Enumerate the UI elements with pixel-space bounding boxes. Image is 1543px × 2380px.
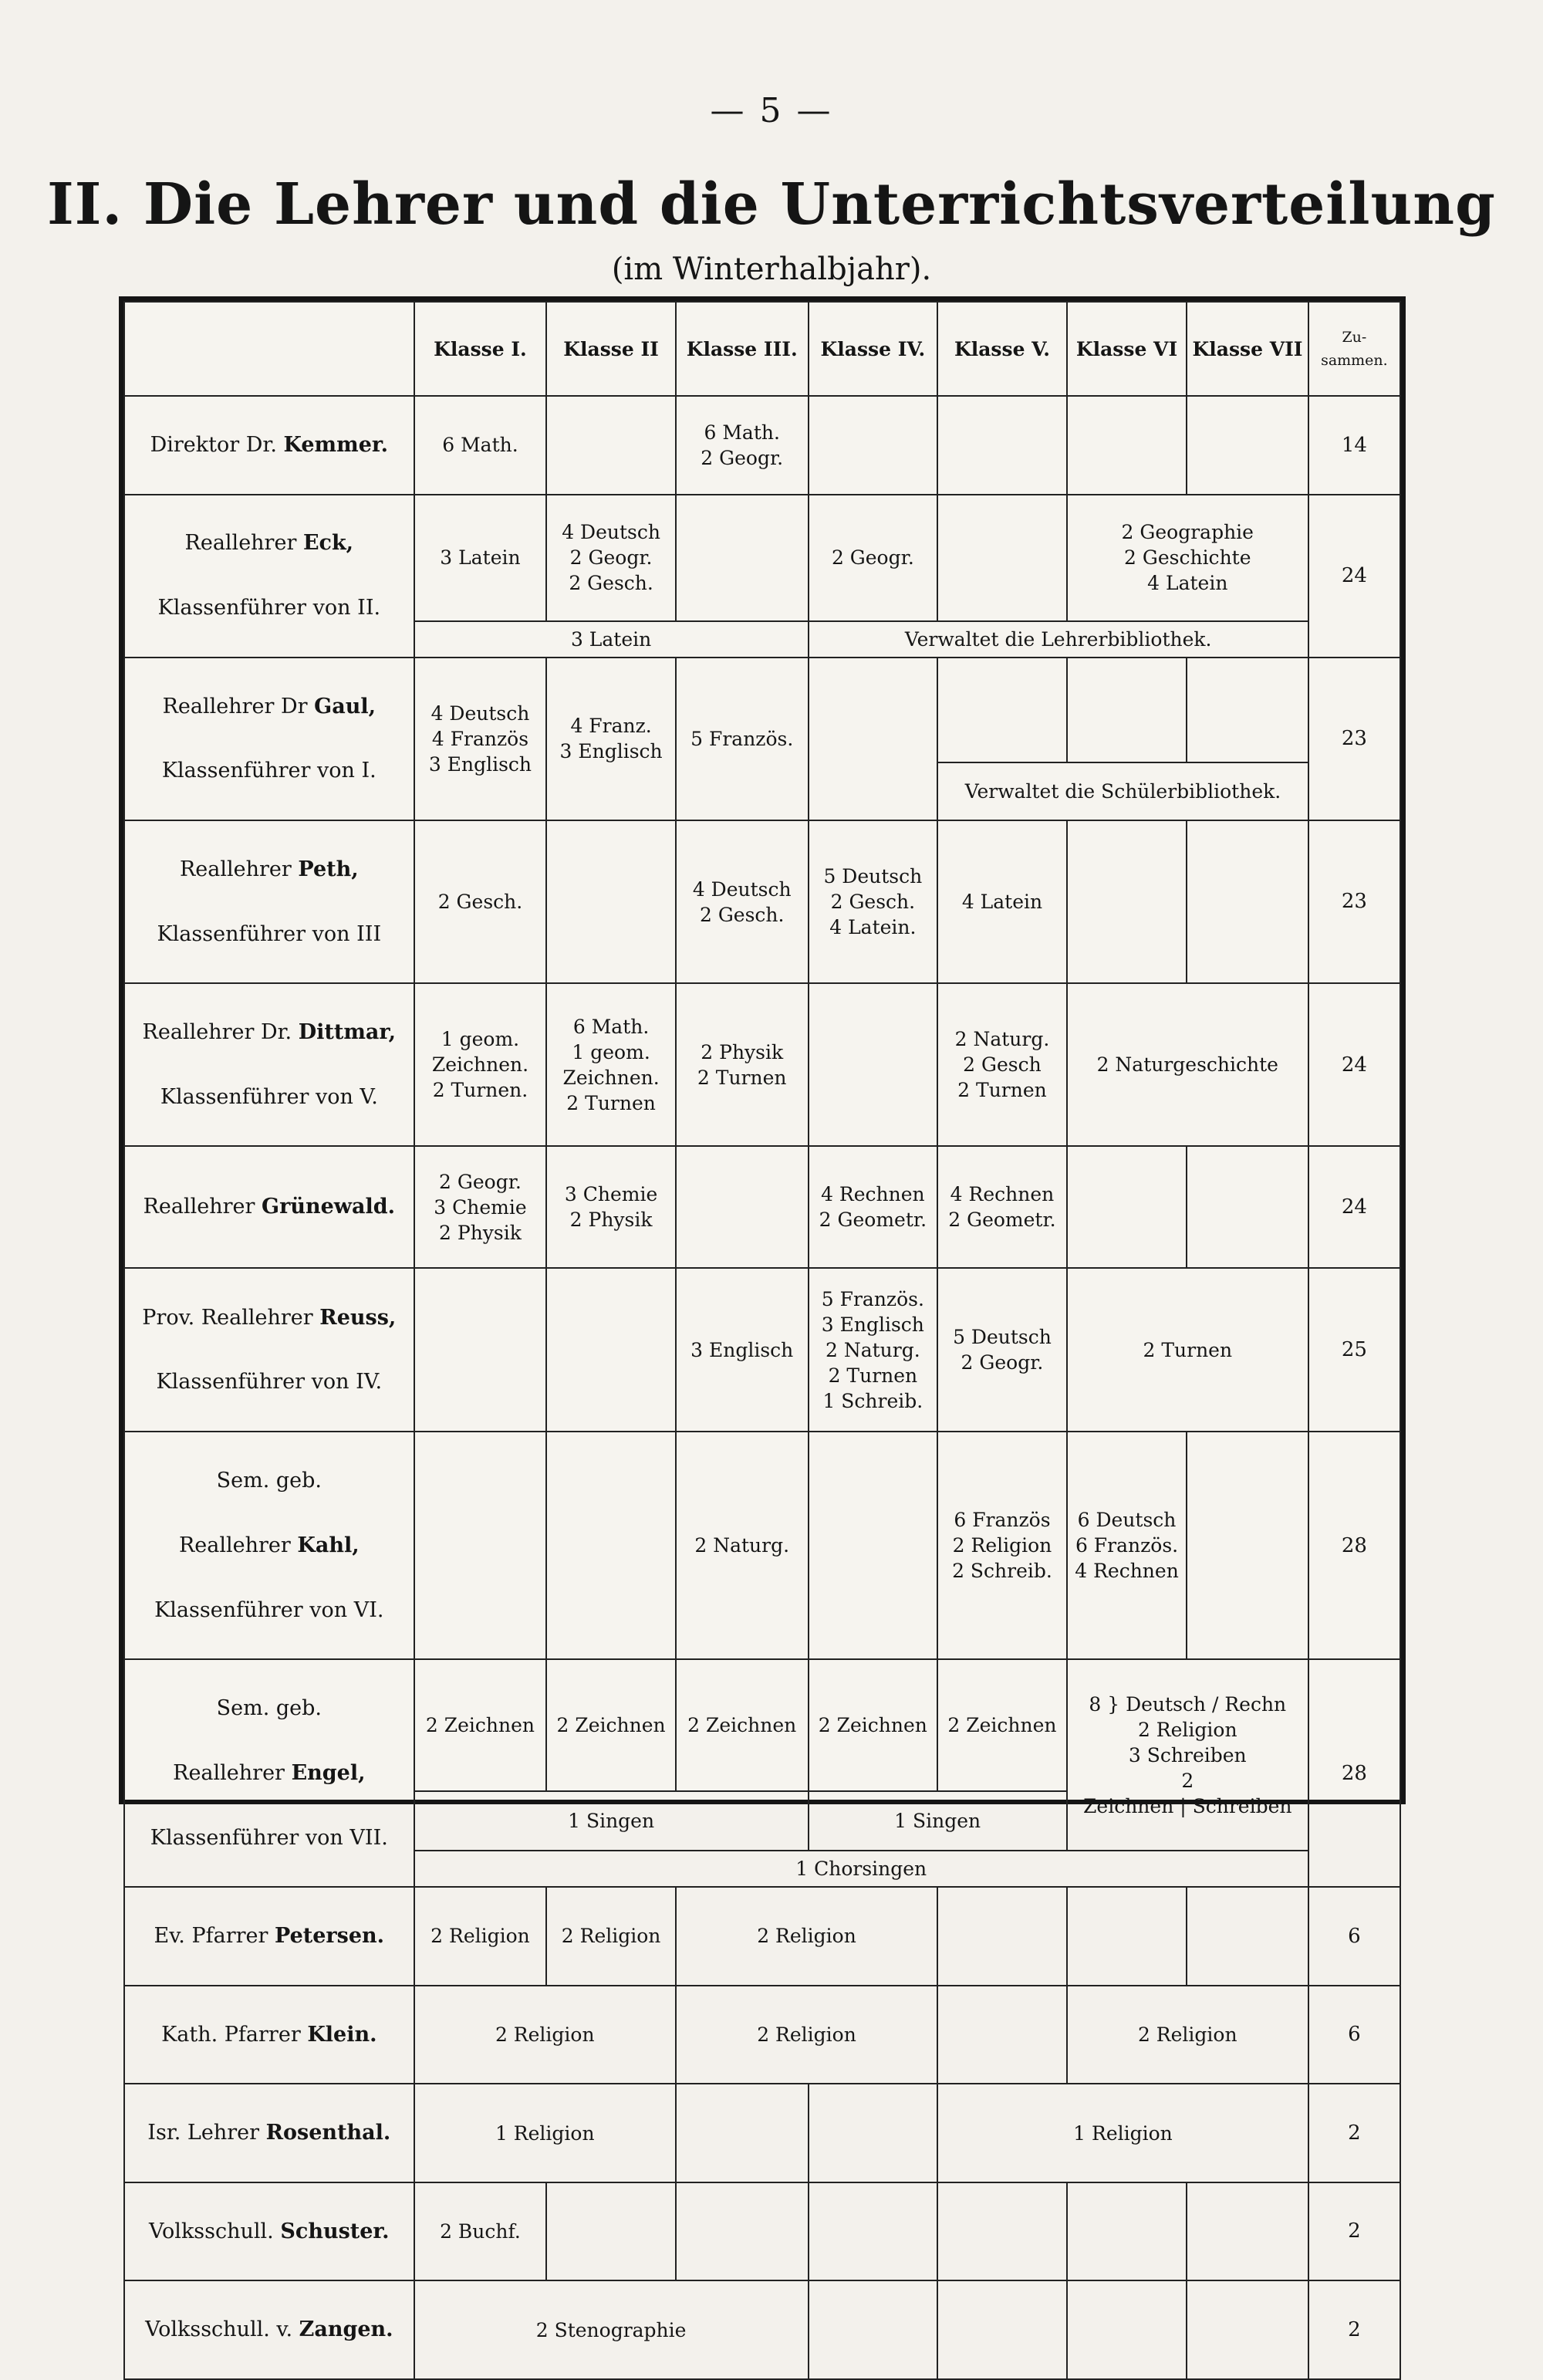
cell-klasse-7 [1187, 1146, 1308, 1268]
cell-klasse-1: 2 Religion [414, 1887, 547, 1986]
cell-klasse-1: 2 Buchf. [414, 2182, 547, 2281]
cell-klasse-2: 3 Chemie 2 Physik [546, 1146, 676, 1268]
page-number: — 5 — [710, 91, 833, 130]
cell-klasse-6-7: 2 Religion [1067, 1986, 1308, 2084]
cell-klasse-4: 2 Geogr. [809, 495, 938, 622]
table-row [124, 1986, 1400, 2084]
cell-klasse-2: 2 Zeichnen [546, 1659, 676, 1791]
cell-klasse-6 [1067, 2182, 1187, 2281]
cell-total: 2 [1308, 2182, 1400, 2281]
cell-klasse-6-7: 2 Naturgeschichte [1067, 983, 1308, 1146]
cell-note-latein: 3 Latein [414, 621, 809, 657]
cell-klasse-6: 6 Deutsch 6 Französ. 4 Rechnen [1067, 1432, 1187, 1659]
teacher-class-lead: Klassenführer von VI. [154, 1597, 384, 1622]
header-klasse-3: Klasse III. [676, 302, 809, 396]
teacher-name: Grünewald. [262, 1195, 396, 1219]
cell-singen-klasse-4-5: 1 Singen [809, 1791, 1067, 1851]
teacher-cell [124, 1659, 414, 1887]
cell-note-library: Verwaltet die Lehrerbibliothek. [809, 621, 1308, 657]
table-row [124, 495, 1400, 622]
teacher-rank: Volksschull. v. [145, 2317, 293, 2342]
teacher-qualification: Sem. geb. [216, 1469, 322, 1493]
cell-klasse-7 [1187, 2280, 1308, 2379]
cell-klasse-1 [414, 1268, 547, 1432]
cell-total: 6 [1308, 1986, 1400, 2084]
teacher-cell [124, 2182, 414, 2281]
teacher-cell [124, 2084, 414, 2182]
teacher-cell [124, 1986, 414, 2084]
cell-klasse-6 [1067, 2280, 1187, 2379]
cell-note-library: Verwaltet die Schülerbibliothek. [937, 762, 1308, 820]
cell-klasse-3 [676, 495, 809, 622]
teacher-cell [124, 396, 414, 495]
cell-klasse-2 [546, 820, 676, 983]
teacher-class-lead: Klassenführer von III [157, 921, 382, 946]
teacher-cell [124, 1268, 414, 1432]
cell-klasse-1-3: 2 Stenographie [414, 2280, 809, 2379]
teacher-class-lead: Klassenführer von I. [161, 759, 376, 783]
cell-klasse-5 [937, 1986, 1067, 2084]
teacher-name: Eck, [302, 531, 354, 556]
cell-klasse-6 [1067, 1146, 1187, 1268]
table-row [124, 820, 1400, 983]
cell-total: 28 [1308, 1432, 1400, 1659]
header-klasse-5: Klasse V. [937, 302, 1067, 396]
teacher-class-lead: Klassenführer von V. [160, 1084, 378, 1109]
cell-klasse-3: 2 Zeichnen [676, 1659, 809, 1791]
header-blank [124, 302, 414, 396]
cell-klasse-2 [546, 2182, 676, 2281]
cell-klasse-5: 4 Rechnen 2 Geometr. [937, 1146, 1067, 1268]
cell-klasse-3 [676, 2182, 809, 2281]
teacher-name: Petersen. [275, 1924, 385, 1949]
cell-klasse-2: 4 Deutsch 2 Geogr. 2 Gesch. [546, 495, 676, 622]
cell-total: 28 [1308, 1659, 1400, 1887]
cell-klasse-5: 2 Zeichnen [937, 1659, 1067, 1791]
cell-klasse-5: 4 Latein [937, 820, 1067, 983]
cell-klasse-6-7: 2 Turnen [1067, 1268, 1308, 1432]
teacher-rank: Reallehrer [178, 1533, 291, 1557]
cell-klasse-5: 6 Französ 2 Religion 2 Schreib. [937, 1432, 1067, 1659]
cell-klasse-3: 4 Deutsch 2 Gesch. [676, 820, 809, 983]
cell-klasse-1-2: 2 Religion [414, 1986, 676, 2084]
teacher-cell [124, 2280, 414, 2379]
table-row [124, 2084, 1400, 2182]
teacher-cell [124, 1432, 414, 1659]
cell-klasse-1: 3 Latein [414, 495, 547, 622]
teacher-name: Kemmer. [283, 432, 389, 457]
cell-klasse-5 [937, 2182, 1067, 2281]
cell-klasse-3: 3 Englisch [676, 1268, 809, 1432]
header-row [124, 302, 1400, 396]
cell-singen-klasse-1-3: 1 Singen [414, 1791, 809, 1851]
cell-total: 24 [1308, 983, 1400, 1146]
cell-klasse-5 [937, 658, 1067, 763]
cell-klasse-3-4: 2 Religion [676, 1887, 937, 1986]
cell-klasse-6 [1067, 1887, 1187, 1986]
table-row [124, 2182, 1400, 2281]
teacher-rank: Reallehrer [143, 1195, 255, 1219]
teacher-cell [124, 1887, 414, 1986]
cell-klasse-3: 6 Math. 2 Geogr. [676, 396, 809, 495]
cell-klasse-5: 5 Deutsch 2 Geogr. [937, 1268, 1067, 1432]
cell-klasse-3: 5 Französ. [676, 658, 809, 820]
cell-klasse-1: 2 Geogr. 3 Chemie 2 Physik [414, 1146, 547, 1268]
table-row [124, 396, 1400, 495]
teacher-name: Schuster. [280, 2219, 390, 2243]
cell-klasse-4 [809, 658, 938, 820]
cell-klasse-6-7: 8 } Deutsch / Rechn 2 Religion 3 Schreiben 2 Zeichnen | Schreiben [1067, 1659, 1308, 1851]
teacher-rank: Reallehrer [184, 531, 297, 556]
cell-klasse-5 [937, 396, 1067, 495]
cell-klasse-7 [1187, 396, 1308, 495]
cell-klasse-4: 2 Zeichnen [809, 1659, 938, 1791]
cell-klasse-1: 2 Zeichnen [414, 1659, 547, 1791]
table-row [124, 1268, 1400, 1432]
teacher-rank: Ev. Pfarrer [154, 1924, 268, 1949]
cell-total: 23 [1308, 820, 1400, 983]
cell-klasse-5 [937, 1887, 1067, 1986]
cell-total: 24 [1308, 1146, 1400, 1268]
cell-klasse-4 [809, 396, 938, 495]
teacher-name: Rosenthal. [265, 2121, 391, 2145]
teacher-name: Kahl, [297, 1533, 360, 1557]
header-klasse-6: Klasse VI [1067, 302, 1187, 396]
cell-klasse-6-7: 2 Geographie 2 Geschichte 4 Latein [1067, 495, 1308, 622]
teacher-rank: Reallehrer Dr [162, 694, 308, 718]
cell-klasse-2 [546, 396, 676, 495]
teacher-rank: Direktor Dr. [150, 432, 277, 457]
teacher-rank: Reallehrer [173, 1760, 285, 1785]
table-row [124, 2280, 1400, 2379]
cell-klasse-5 [937, 495, 1067, 622]
cell-klasse-2: 6 Math. 1 geom. Zeichnen. 2 Turnen [546, 983, 676, 1146]
cell-total: 2 [1308, 2280, 1400, 2379]
teacher-qualification: Sem. geb. [216, 1696, 322, 1721]
cell-klasse-4 [809, 983, 938, 1146]
teacher-class-lead: Klassenführer von II. [157, 596, 381, 620]
header-klasse-2: Klasse II [546, 302, 676, 396]
cell-klasse-5-7: 1 Religion [937, 2084, 1308, 2182]
teacher-name: Gaul, [314, 694, 376, 718]
teacher-cell [124, 658, 414, 820]
cell-klasse-4: 5 Deutsch 2 Gesch. 4 Latein. [809, 820, 938, 983]
cell-klasse-3-4: 2 Religion [676, 1986, 937, 2084]
teacher-class-lead: Klassenführer von VII. [150, 1825, 388, 1850]
cell-klasse-7 [1187, 1887, 1308, 1986]
cell-total: 24 [1308, 495, 1400, 658]
cell-klasse-7 [1187, 2182, 1308, 2281]
teacher-name: Zangen. [299, 2317, 393, 2342]
cell-klasse-4 [809, 2084, 938, 2182]
teacher-rank: Reallehrer Dr. [142, 1020, 292, 1045]
cell-klasse-6 [1067, 658, 1187, 763]
cell-total: 2 [1308, 2084, 1400, 2182]
cell-total: 6 [1308, 1887, 1400, 1986]
table-row [124, 658, 1400, 763]
cell-klasse-7 [1187, 658, 1308, 763]
cell-klasse-5: 2 Naturg. 2 Gesch 2 Turnen [937, 983, 1067, 1146]
cell-klasse-2 [546, 1432, 676, 1659]
cell-klasse-1 [414, 1432, 547, 1659]
teacher-rank: Volksschull. [149, 2219, 274, 2243]
header-klasse-7: Klasse VII [1187, 302, 1308, 396]
cell-klasse-6 [1067, 820, 1187, 983]
cell-klasse-3 [676, 1146, 809, 1268]
cell-klasse-1: 2 Gesch. [414, 820, 547, 983]
table-row [124, 1432, 1400, 1659]
table-row [124, 1659, 1400, 1791]
cell-klasse-3: 2 Physik 2 Turnen [676, 983, 809, 1146]
teacher-cell [124, 983, 414, 1146]
table-row [124, 1146, 1400, 1268]
table-row [124, 1887, 1400, 1986]
teacher-cell [124, 820, 414, 983]
cell-klasse-4: 4 Rechnen 2 Geometr. [809, 1146, 938, 1268]
cell-total: 14 [1308, 396, 1400, 495]
cell-klasse-5 [937, 2280, 1067, 2379]
teacher-class-lead: Klassenführer von IV. [156, 1370, 383, 1395]
cell-total: 25 [1308, 1268, 1400, 1432]
cell-klasse-1: 6 Math. [414, 396, 547, 495]
teacher-name: Reuss, [319, 1305, 397, 1330]
cell-klasse-2: 4 Franz. 3 Englisch [546, 658, 676, 820]
header-total: Zu- sammen. [1308, 302, 1400, 396]
cell-klasse-7 [1187, 1432, 1308, 1659]
teacher-cell [124, 1146, 414, 1268]
page-subtitle: (im Winterhalbjahr). [611, 252, 932, 287]
cell-klasse-4 [809, 2182, 938, 2281]
teacher-name: Dittmar, [298, 1020, 397, 1045]
cell-klasse-4 [809, 1432, 938, 1659]
cell-total: 23 [1308, 658, 1400, 820]
teacher-rank: Kath. Pfarrer [161, 2022, 301, 2047]
cell-klasse-4: 5 Französ. 3 Englisch 2 Naturg. 2 Turnen 1 Schreib. [809, 1268, 938, 1432]
cell-klasse-7 [1187, 820, 1308, 983]
cell-klasse-3 [676, 2084, 809, 2182]
cell-klasse-2: 2 Religion [546, 1887, 676, 1986]
teacher-name: Klein. [307, 2022, 377, 2047]
cell-klasse-1: 1 geom. Zeichnen. 2 Turnen. [414, 983, 547, 1146]
cell-klasse-2 [546, 1268, 676, 1432]
header-klasse-4: Klasse IV. [809, 302, 938, 396]
teacher-name: Peth, [298, 857, 359, 881]
cell-klasse-6 [1067, 396, 1187, 495]
page-title: II. Die Lehrer und die Unterrichtsverteilung [47, 171, 1496, 238]
teacher-cell [124, 495, 414, 658]
teacher-rank: Isr. Lehrer [147, 2121, 260, 2145]
cell-klasse-1-2: 1 Religion [414, 2084, 676, 2182]
header-klasse-1: Klasse I. [414, 302, 547, 396]
cell-klasse-4 [809, 2280, 938, 2379]
teaching-schedule-table [119, 296, 1406, 2342]
cell-klasse-3: 2 Naturg. [676, 1432, 809, 1659]
teacher-rank: Prov. Reallehrer [142, 1305, 313, 1330]
teacher-name: Engel, [291, 1760, 366, 1785]
table-row [124, 983, 1400, 1146]
teacher-rank: Reallehrer [179, 857, 292, 881]
cell-klasse-1: 4 Deutsch 4 Französ 3 Englisch [414, 658, 547, 820]
cell-chorsingen: 1 Chorsingen [414, 1851, 1308, 1887]
